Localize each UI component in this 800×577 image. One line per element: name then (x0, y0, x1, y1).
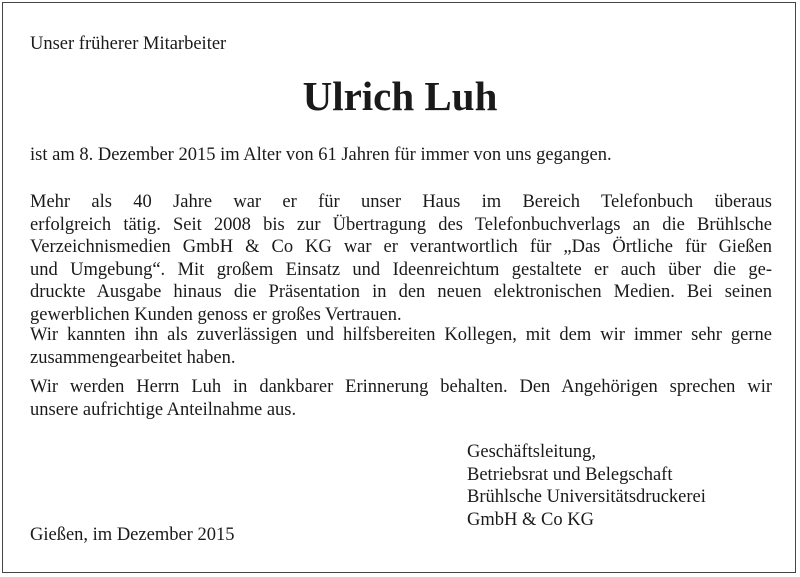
paragraph-line: Wir kannten ihn als zuverlässigen und hilfsbereiten Kollegen, mit dem wir immer sehr gerne (30, 325, 772, 345)
signature-block (467, 441, 706, 531)
passing-statement: ist am 8. Dezember 2015 im Alter von 61 Jahren für immer von uns gegangen. (30, 145, 612, 165)
place-date: Gießen, im Dezember 2015 (30, 525, 235, 545)
paragraph-line: Wir werden Herrn Luh in dankbarer Erinnerung behalten. Den Angehörigen sprechen wir (30, 377, 772, 397)
paragraph-line: Mehr als 40 Jahre war er für unser Haus im Bereich Telefonbuch überaus (30, 192, 772, 212)
deceased-name: Ulrich Luh (302, 73, 498, 119)
remembrance-paragraph (30, 376, 772, 421)
paragraph-line: unsere aufrichtige Anteilnahme aus. (30, 399, 297, 420)
signature-line: GmbH & Co KG (467, 509, 594, 530)
paragraph-line: Verzeichnismedien GmbH & Co KG war er verantwortlich für „Das Örtliche für Gießen (30, 237, 772, 257)
paragraph-line: druckte Ausgabe hinaus die Präsentation in den neuen elektronischen Medien. Bei seinen (30, 282, 772, 302)
intro-line: Unser früherer Mitarbeiter (30, 34, 227, 54)
paragraph-line: erfolgreich tätig. Seit 2008 bis zur Übertragung des Telefonbuchverlags an die Brühlsche (30, 214, 772, 235)
paragraph-line: und Umgebung“. Mit großem Einsatz und Ideenreichtum gestaltete er auch über die ge- (30, 259, 772, 280)
paragraph-line: gewerblichen Kunden genoss er großes Vertrauen. (30, 304, 402, 325)
career-paragraph (30, 191, 772, 326)
colleague-paragraph (30, 324, 772, 369)
signature-line: Brühlsche Universitätsdruckerei (467, 487, 706, 507)
signature-line: Betriebsrat und Belegschaft (467, 464, 673, 485)
signature-line: Geschäftsleitung, (467, 442, 596, 462)
paragraph-line: zusammengearbeitet haben. (30, 347, 236, 368)
